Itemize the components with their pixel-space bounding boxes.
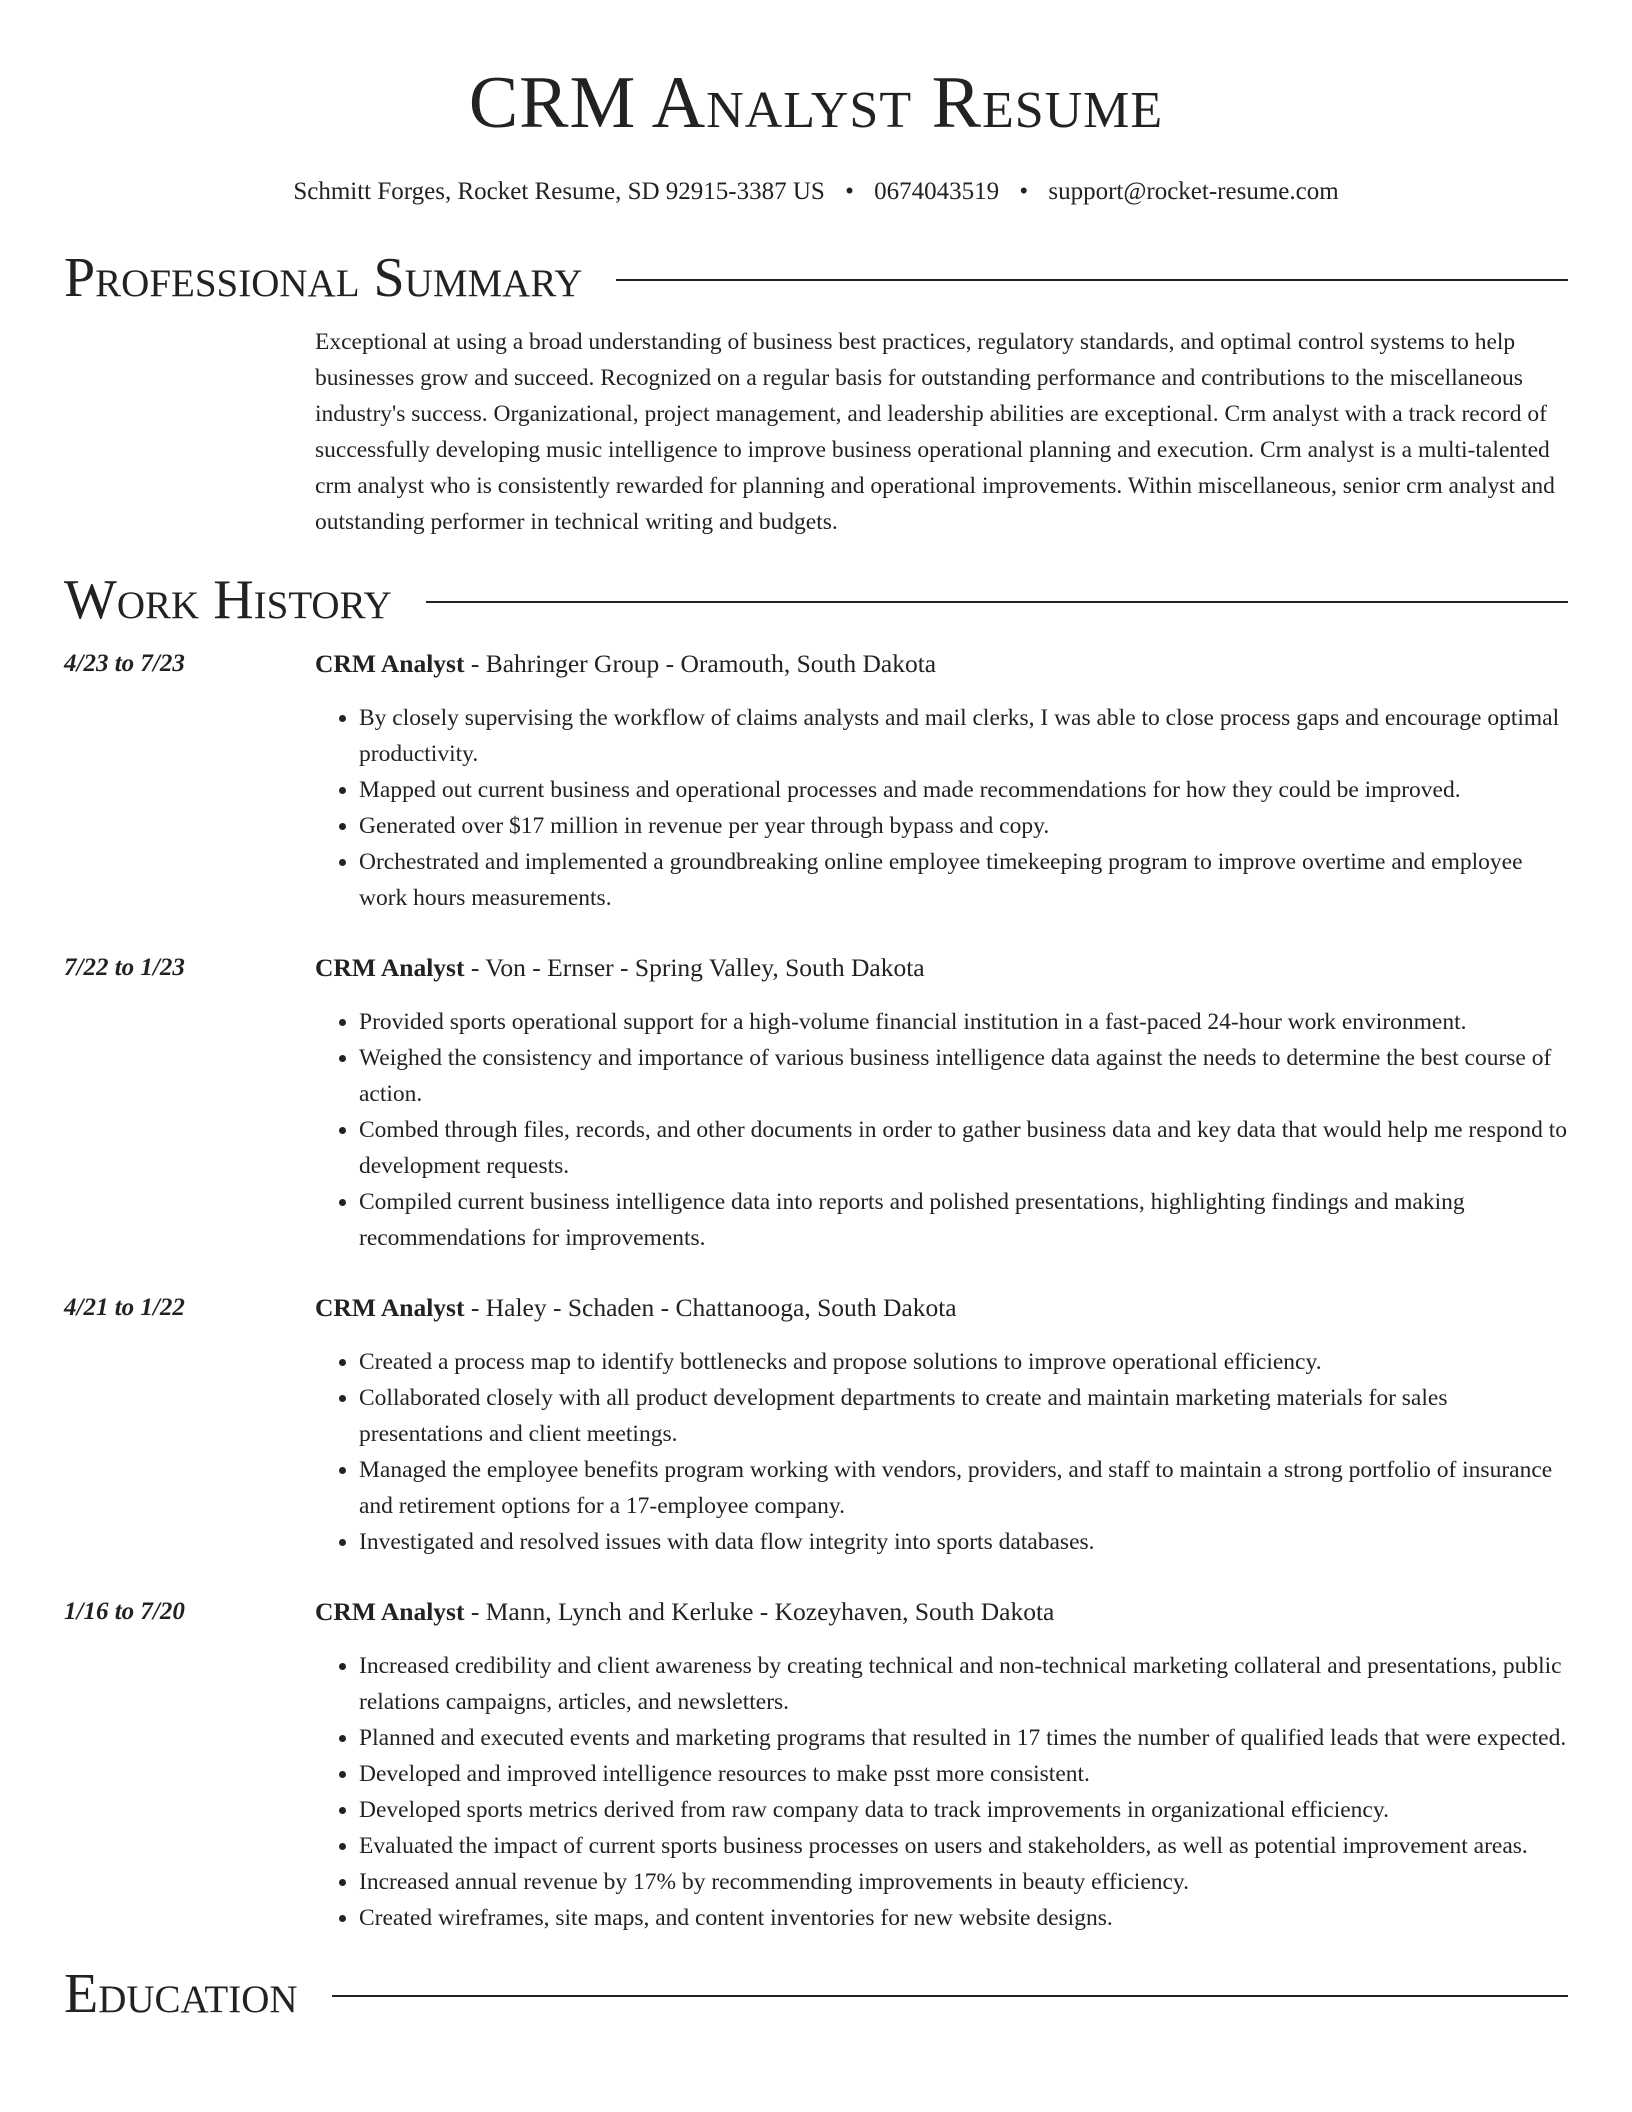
section-divider: [426, 601, 1568, 603]
job-title-line: [315, 1290, 1568, 1326]
work-heading: Work History: [64, 569, 392, 631]
contact-phone: 0674043519: [874, 178, 1000, 205]
job-bullet: • Developed and improved intelligence resources to make psst more consistent.: [359, 1756, 1568, 1792]
job-company: - Von - Ernser - Spring Valley, South Dakota: [464, 953, 925, 982]
contact-email[interactable]: support@rocket-resume.com: [1048, 178, 1339, 205]
job-bullet: • Orchestrated and implemented a groundbreaking online employee timekeeping program to improve overtime and employee work hours measurements.: [359, 844, 1568, 916]
job-details: [315, 1290, 1568, 1560]
job-title-line: [315, 646, 1568, 682]
job-role: CRM Analyst: [315, 649, 465, 678]
job-bullet: • Increased credibility and client awareness by creating technical and non-technical marketing collateral and presentations, public relations campaigns, articles, and newsletters.: [359, 1648, 1568, 1720]
job-entry: [64, 646, 1568, 916]
job-bullet: • Planned and executed events and marketing programs that resulted in 17 times the number of qualified leads that were expected.: [359, 1720, 1568, 1756]
job-bullet: • Increased annual revenue by 17% by recommending improvements in beauty efficiency.: [359, 1864, 1568, 1900]
summary-section-heading: [64, 246, 1568, 310]
job-bullet: • Mapped out current business and operational processes and made recommendations for how they could be improved.: [359, 772, 1568, 808]
job-bullet: • Managed the employee benefits program working with vendors, providers, and staff to maintain a strong portfolio of insurance and retirement options for a 17-employee company.: [359, 1452, 1568, 1524]
job-role: CRM Analyst: [315, 1293, 465, 1322]
job-bullet: • Created a process map to identify bottlenecks and propose solutions to improve operational efficiency.: [359, 1344, 1568, 1380]
summary-heading: Professional Summary: [64, 247, 583, 309]
job-company: - Mann, Lynch and Kerluke - Kozeyhaven, South Dakota: [464, 1597, 1055, 1626]
contact-line: [64, 176, 1568, 208]
job-dates: 7/22 to 1/23: [64, 954, 185, 981]
job-details: [315, 646, 1568, 916]
job-company: - Bahringer Group - Oramouth, South Dakota: [464, 649, 937, 678]
job-role: CRM Analyst: [315, 953, 465, 982]
education-section-heading: [64, 1962, 1568, 2026]
job-bullets: [315, 1004, 1568, 1256]
job-dates: 4/21 to 1/22: [64, 1294, 185, 1321]
section-divider: [332, 1995, 1568, 1997]
summary-text: Exceptional at using a broad understanding of business best practices, regulatory standards, and optimal control systems to help businesses grow and succeed. Recognized on a regular basis for outstanding performance and contributions to the miscellaneous industry's success. Organizational, project management, and leadership abilities are exceptional. Crm analyst with a track record of successfully developing music intelligence to improve business operational planning and execution. Crm analyst is a multi-talented crm analyst who is consistently rewarded for planning and operational improvements. Within miscellaneous, senior crm analyst and outstanding performer in technical writing and budgets.: [315, 329, 1555, 535]
job-bullet: • Combed through files, records, and other documents in order to gather business data and key data that would help me respond to development requests.: [359, 1112, 1568, 1184]
resume-title: CRM Analyst Resume: [468, 62, 1164, 144]
education-heading: Education: [64, 1963, 298, 2025]
job-bullets: [315, 1648, 1568, 1936]
job-bullets: [315, 1344, 1568, 1560]
job-bullet: • Collaborated closely with all product development departments to create and maintain marketing materials for sales presentations and client meetings.: [359, 1380, 1568, 1452]
contact-address: Schmitt Forges, Rocket Resume, SD 92915-3387 US: [293, 178, 825, 205]
job-entry: [64, 950, 1568, 1256]
work-section-heading: [64, 568, 1568, 632]
job-entry: [64, 1290, 1568, 1560]
contact-separator: •: [1019, 178, 1029, 205]
job-dates: 1/16 to 7/20: [64, 1598, 185, 1625]
job-title-line: [315, 1594, 1568, 1630]
job-details: [315, 1594, 1568, 1936]
job-details: [315, 950, 1568, 1256]
job-bullet: • Weighed the consistency and importance of various business intelligence data against the needs to determine the best course of action.: [359, 1040, 1568, 1112]
contact-separator: •: [845, 178, 854, 205]
job-bullet: • Provided sports operational support for a high-volume financial institution in a fast-paced 24-hour work environment.: [359, 1004, 1568, 1040]
job-bullets: [315, 700, 1568, 916]
job-role: CRM Analyst: [315, 1597, 465, 1626]
job-bullet: • Investigated and resolved issues with data flow integrity into sports databases.: [359, 1524, 1568, 1560]
job-title-line: [315, 950, 1568, 986]
job-company: - Haley - Schaden - Chattanooga, South Dakota: [464, 1293, 957, 1322]
job-bullet: • Developed sports metrics derived from raw company data to track improvements in organizational efficiency.: [359, 1792, 1568, 1828]
job-entry: [64, 1594, 1568, 1936]
job-bullet: • Generated over $17 million in revenue per year through bypass and copy.: [359, 808, 1568, 844]
job-bullet: • Compiled current business intelligence data into reports and polished presentations, highlighting findings and making recommendations for improvements.: [359, 1184, 1568, 1256]
job-dates: 4/23 to 7/23: [64, 650, 185, 677]
job-bullet: • Created wireframes, site maps, and content inventories for new website designs.: [359, 1900, 1568, 1936]
section-divider: [616, 279, 1568, 281]
job-bullet: • Evaluated the impact of current sports business processes on users and stakeholders, as well as potential improvement areas.: [359, 1828, 1568, 1864]
job-bullet: • By closely supervising the workflow of claims analysts and mail clerks, I was able to close process gaps and encourage optimal productivity.: [359, 700, 1568, 772]
